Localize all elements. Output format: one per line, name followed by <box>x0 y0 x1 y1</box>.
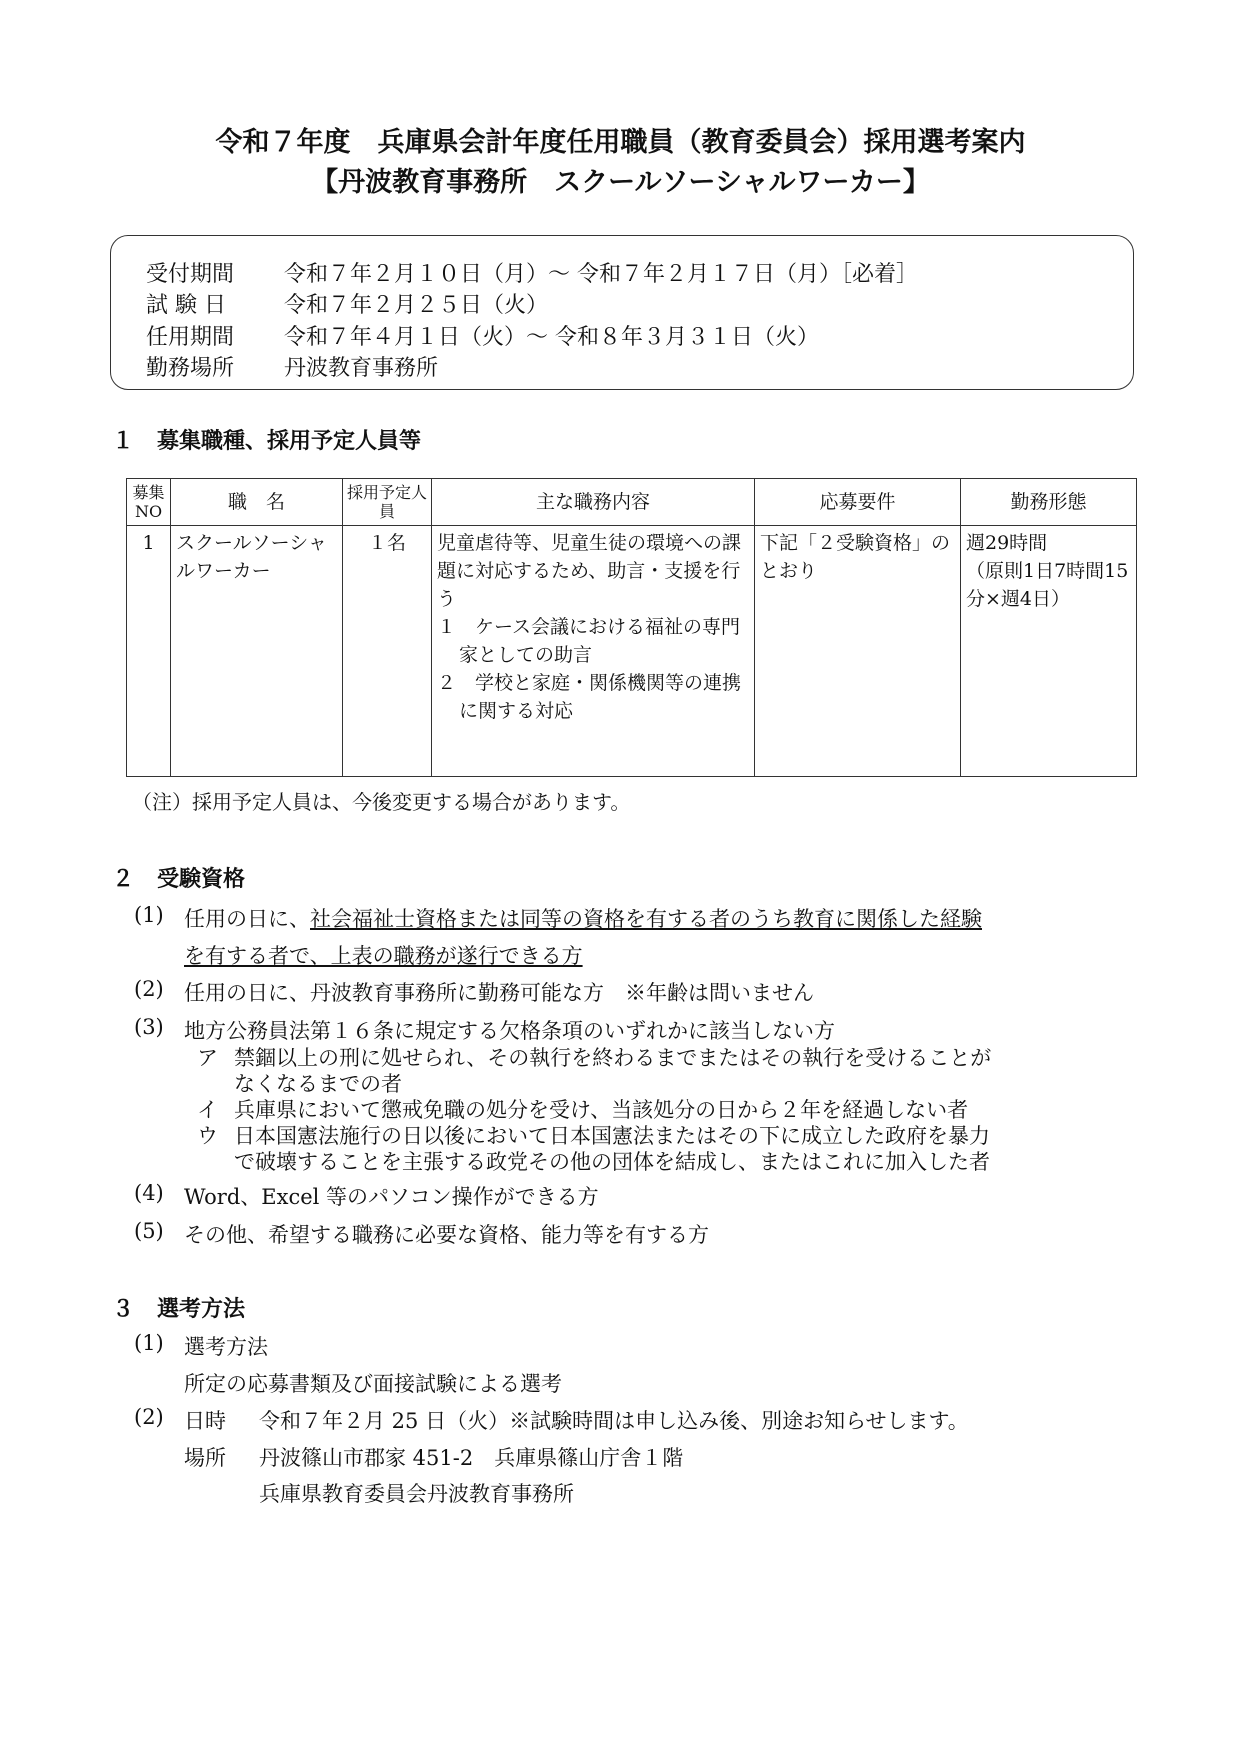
qual-item-1-cont: を有する者で、上表の職務が遂行できる方 <box>184 944 583 968</box>
qual-item-3b-kana: イ <box>197 1098 218 1122</box>
info-value: 令和７年２月１０日（月）～ 令和７年２月１７日（月）［必着］ <box>284 262 918 287</box>
page-subtitle: 【丹波教育事務所 スクールソーシャルワーカー】 <box>311 167 930 198</box>
header-requirements: 応募要件 <box>755 479 961 526</box>
qual-item-3-num: (3) <box>134 1015 164 1039</box>
info-row-term <box>146 320 819 351</box>
table-row <box>127 526 1137 777</box>
duties-intro: 児童虐待等、児童生徒の環境への課題に対応するため、助言・支援を行う <box>437 532 742 610</box>
qual-item-3a-cont: なくなるまでの者 <box>234 1072 402 1096</box>
cell-requirements: 下記「２受験資格」のとおり <box>755 526 961 777</box>
info-label: 受付期間 <box>146 262 235 287</box>
work-hours: 週29時間 <box>966 532 1048 554</box>
header-work-form: 勤務形態 <box>961 479 1137 526</box>
info-row-workplace <box>146 351 438 382</box>
qual-item-1-underlined: 社会福祉士資格または同等の資格を有する者のうち教育に関係した経験 <box>310 907 982 931</box>
work-hours-detail: （原則1日7時間15分×週4日） <box>966 560 1129 610</box>
header-title: 職 名 <box>171 479 343 526</box>
qual-item-3b: 兵庫県において懲戒免職の処分を受け、当該処分の日から２年を経過しない者 <box>234 1098 969 1122</box>
exam-date-value: 令和７年２月 25 日（火）※試験時間は申し込み後、別途お知らせします。 <box>259 1409 969 1433</box>
qual-item-3c-kana: ウ <box>197 1124 218 1148</box>
method-item-1: 選考方法 <box>184 1335 268 1359</box>
header-duties: 主な職務内容 <box>432 479 755 526</box>
info-value: 令和７年２月２５日（火） <box>284 293 549 318</box>
section-2-heading: ２ 受験資格 <box>112 867 246 892</box>
info-row-reception <box>146 257 918 288</box>
duty-item-1: １ ケース会議における福祉の専門家としての助言 <box>437 616 741 666</box>
qual-item-2-num: (2) <box>134 977 164 1001</box>
exam-date-label: 日時 <box>184 1409 226 1433</box>
qual-item-1: 任用の日に、社会福祉士資格または同等の資格を有する者のうち教育に関係した経験 <box>184 907 982 931</box>
duty-item-2: ２ 学校と家庭・関係機関等の連携に関する対応 <box>437 672 742 722</box>
qual-item-3: 地方公務員法第１６条に規定する欠格条項のいずれかに該当しない方 <box>184 1019 835 1043</box>
qual-item-4-num: (4) <box>134 1181 164 1205</box>
info-value: 令和７年４月１日（火）～ 令和８年３月３１日（火） <box>284 325 819 350</box>
info-label: 任用期間 <box>146 325 235 350</box>
exam-place-address: 丹波篠山市郡家 451-2 兵庫県篠山庁舎１階 <box>259 1446 684 1470</box>
qual-item-3a-kana: ア <box>197 1046 218 1070</box>
table-note: （注）採用予定人員は、今後変更する場合があります。 <box>132 790 631 814</box>
cell-duties <box>432 526 755 777</box>
header-count: 採用予定人員 <box>343 479 432 526</box>
info-row-exam-date <box>146 288 548 319</box>
qual-item-3c-cont: で破壊することを主張する政党その他の団体を結成し、またはこれに加入した者 <box>234 1150 990 1174</box>
info-value: 丹波教育事務所 <box>284 356 439 381</box>
method-item-2-num: (2) <box>134 1405 164 1429</box>
qual-item-3a: 禁錮以上の刑に処せられ、その執行を終わるまでまたはその執行を受けることが <box>234 1046 992 1070</box>
method-item-1-num: (1) <box>134 1331 164 1355</box>
cell-no: 1 <box>127 526 171 777</box>
qual-item-1-num: (1) <box>134 903 164 927</box>
exam-place-label: 場所 <box>184 1446 226 1470</box>
qual-item-5-num: (5) <box>134 1219 164 1243</box>
info-label: 勤務場所 <box>146 356 235 381</box>
page-title: 令和７年度 兵庫県会計年度任用職員（教育委員会）採用選考案内 <box>215 127 1026 158</box>
qual-item-2: 任用の日に、丹波教育事務所に勤務可能な方 ※年齢は問いません <box>184 981 814 1005</box>
table-header-row <box>127 479 1137 526</box>
header-no: 募集NO <box>127 479 171 526</box>
section-3-heading: ３ 選考方法 <box>112 1297 246 1322</box>
cell-title: スクールソーシャルワーカー <box>171 526 343 777</box>
qual-item-4: Word、Excel 等のパソコン操作ができる方 <box>184 1185 599 1209</box>
cell-count: １名 <box>343 526 432 777</box>
info-label: 試 験 日 <box>146 293 226 318</box>
summary-box <box>110 235 1134 390</box>
jobs-table <box>126 478 1137 777</box>
cell-work-form <box>961 526 1137 777</box>
exam-place-office: 兵庫県教育委員会丹波教育事務所 <box>259 1482 574 1506</box>
method-item-1-detail: 所定の応募書類及び面接試験による選考 <box>184 1372 562 1396</box>
qual-item-5: その他、希望する職務に必要な資格、能力等を有する方 <box>184 1223 709 1247</box>
section-1-heading: １ 募集職種、採用予定人員等 <box>112 429 422 454</box>
qual-item-3c: 日本国憲法施行の日以後において日本国憲法またはその下に成立した政府を暴力 <box>234 1124 990 1148</box>
